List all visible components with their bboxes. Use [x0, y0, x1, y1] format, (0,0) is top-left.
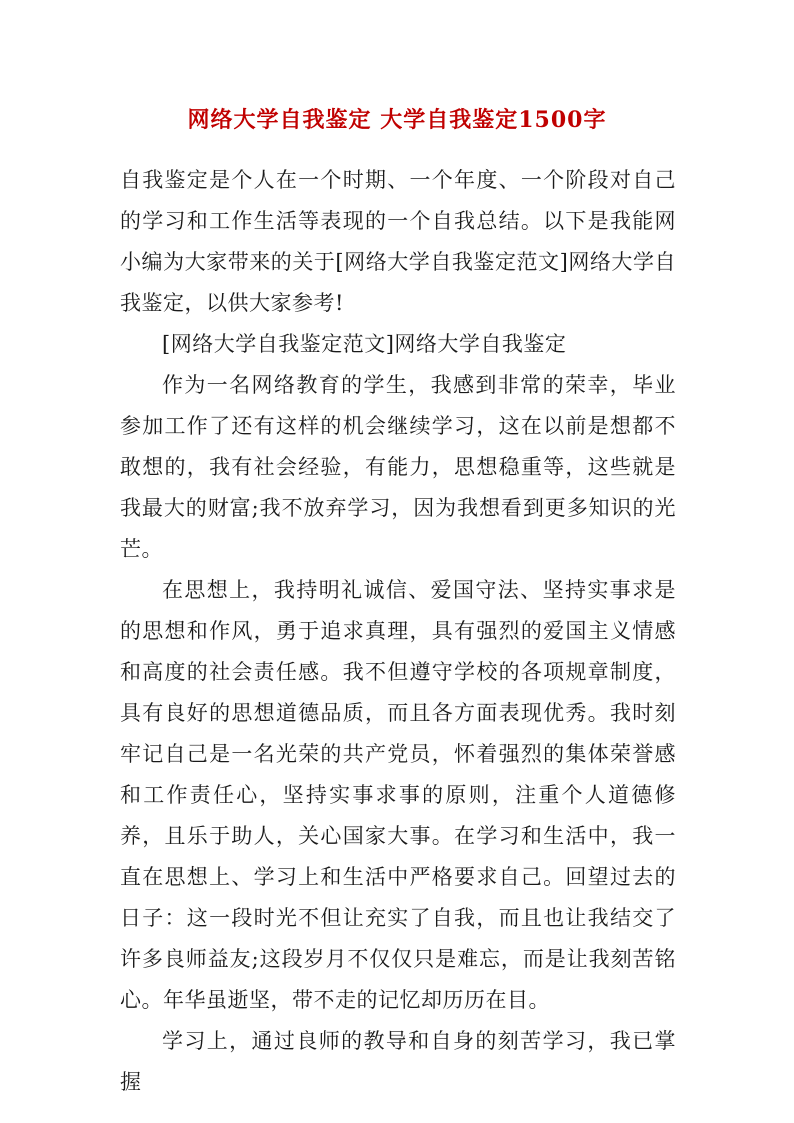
paragraph-network-education: 作为一名网络教育的学生，我感到非常的荣幸，毕业参加工作了还有这样的机会继续学习，这在以前是想都不敢想的，我有社会经验，有能力，思想稳重等，这些就是我最大的财富;我不放弃学习，因为我想看到更多知识的光芒。	[120, 373, 676, 561]
document-title: 网络大学自我鉴定 大学自我鉴定1500字	[187, 107, 607, 133]
paragraph-intro: 自我鉴定是个人在一个时期、一个年度、一个阶段对自己的学习和工作生活等表现的一个自我总结。以下是我能网小编为大家带来的关于[网络大学自我鉴定范文]网络大学自我鉴定，以供大家参考!	[120, 168, 676, 315]
paragraph-ideology: 在思想上，我持明礼诚信、爱国守法、坚持实事求是的思想和作风，勇于追求真理，具有强烈的爱国主义情感和高度的社会责任感。我不但遵守学校的各项规章制度，具有良好的思想道德品质，而且各方面表现优秀。我时刻牢记自己是一名光荣的共产党员，怀着强烈的集体荣誉感和工作责任心，坚持实事求事的原则，注重个人道德修养，且乐于助人，关心国家大事。在学习和生活中，我一直在思想上、学习上和生活中严格要求自己。回望过去的日子：这一段时光不但让充实了自我，而且也让我结交了许多良师益友;这段岁月不仅仅只是难忘，而是让我刻苦铭心。年华虽逝坚，带不走的记忆却历历在目。	[120, 578, 676, 1012]
paragraph-study: 学习上，通过良师的教导和自身的刻苦学习，我已掌握	[120, 1029, 676, 1094]
paragraph-subtitle: [网络大学自我鉴定范文]网络大学自我鉴定	[162, 332, 567, 356]
document-body	[120, 160, 676, 1103]
